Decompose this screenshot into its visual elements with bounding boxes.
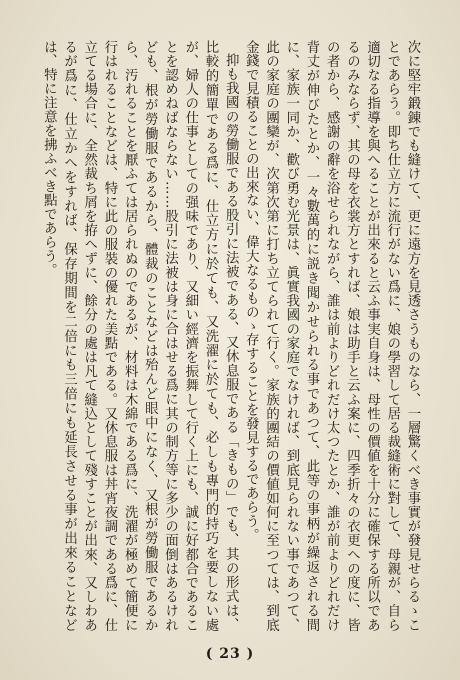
page-number: ( 23 ) bbox=[205, 646, 255, 662]
paragraph-1: 次に堅牢鍛錬でも縫けて、更に遠方を見透さうものなら、一層驚くべき事實が發見せらるゝことであらう。即ち仕立方に流行がない爲に、娘の學習して居る裁縫術に對して、母親が、自ら適切なる指導を與へることが出來ると云ふ事実自身は、母性の價値を十分に確保する所以であるのみならず、其の母を衣裳方とすれば、娘は助手と云ふ案に、四季折々の衣更への度に、皆の者から、感謝の辭を浴せられながら、誰は前よりどれだけ太つたとか、誰が前よりどれだけ背丈が伸びたとか、一々數萬的に説き聞かせられる事であつて、此等の事柄が繰返される間に、家族一同か、歡び勇む光景は、眞實我國の家庭でなければ、到底見られない事であつて、此の家庭の團欒が、次第次第に打ち立てられて行く。家族的團結の價値如何に至つては、到底金錢で見積ることの出來ない、偉大なるものゝ存することを發見するであらう。 bbox=[243, 40, 420, 632]
body-text bbox=[18, 40, 422, 632]
paragraph-2: 抑も我國の勞働服である股引に法被である、又休息服である「きもの」でも、其の形式は、比較的簡單である爲に、仕立方に於ても、又洗濯に於ても、必しも專門的持巧を要しない處が、婦人の仕事としての强味であり、又細い經濟を振舞して行く上にも、誠に好都合であることを認めねばならない……股引に法被は身に合はせる爲に其の制方等に多少の面倒はあるけれども、根が勞働服であるから、體裁のことなどは殆んど眼中になく、又根が勞働服であるから、汚れることを厭ふては居られぬのであるが、材料は木綿である爲に、洗濯が極めて簡便に行はれることなどは、特に此の服裝の優れた美點である。又休息服は丼宵夜調である爲に、仕立てる場合に、全然裁ち屑を拵へずに、餘分の處は凡て縫込として殘すことが出來、又しわあるが爲に、仕立かへをすれば、保存期間を二倍にも三倍にも延長させる事が出來ることなどは、特に注意を拂ふべき點であらう。 bbox=[41, 40, 239, 632]
